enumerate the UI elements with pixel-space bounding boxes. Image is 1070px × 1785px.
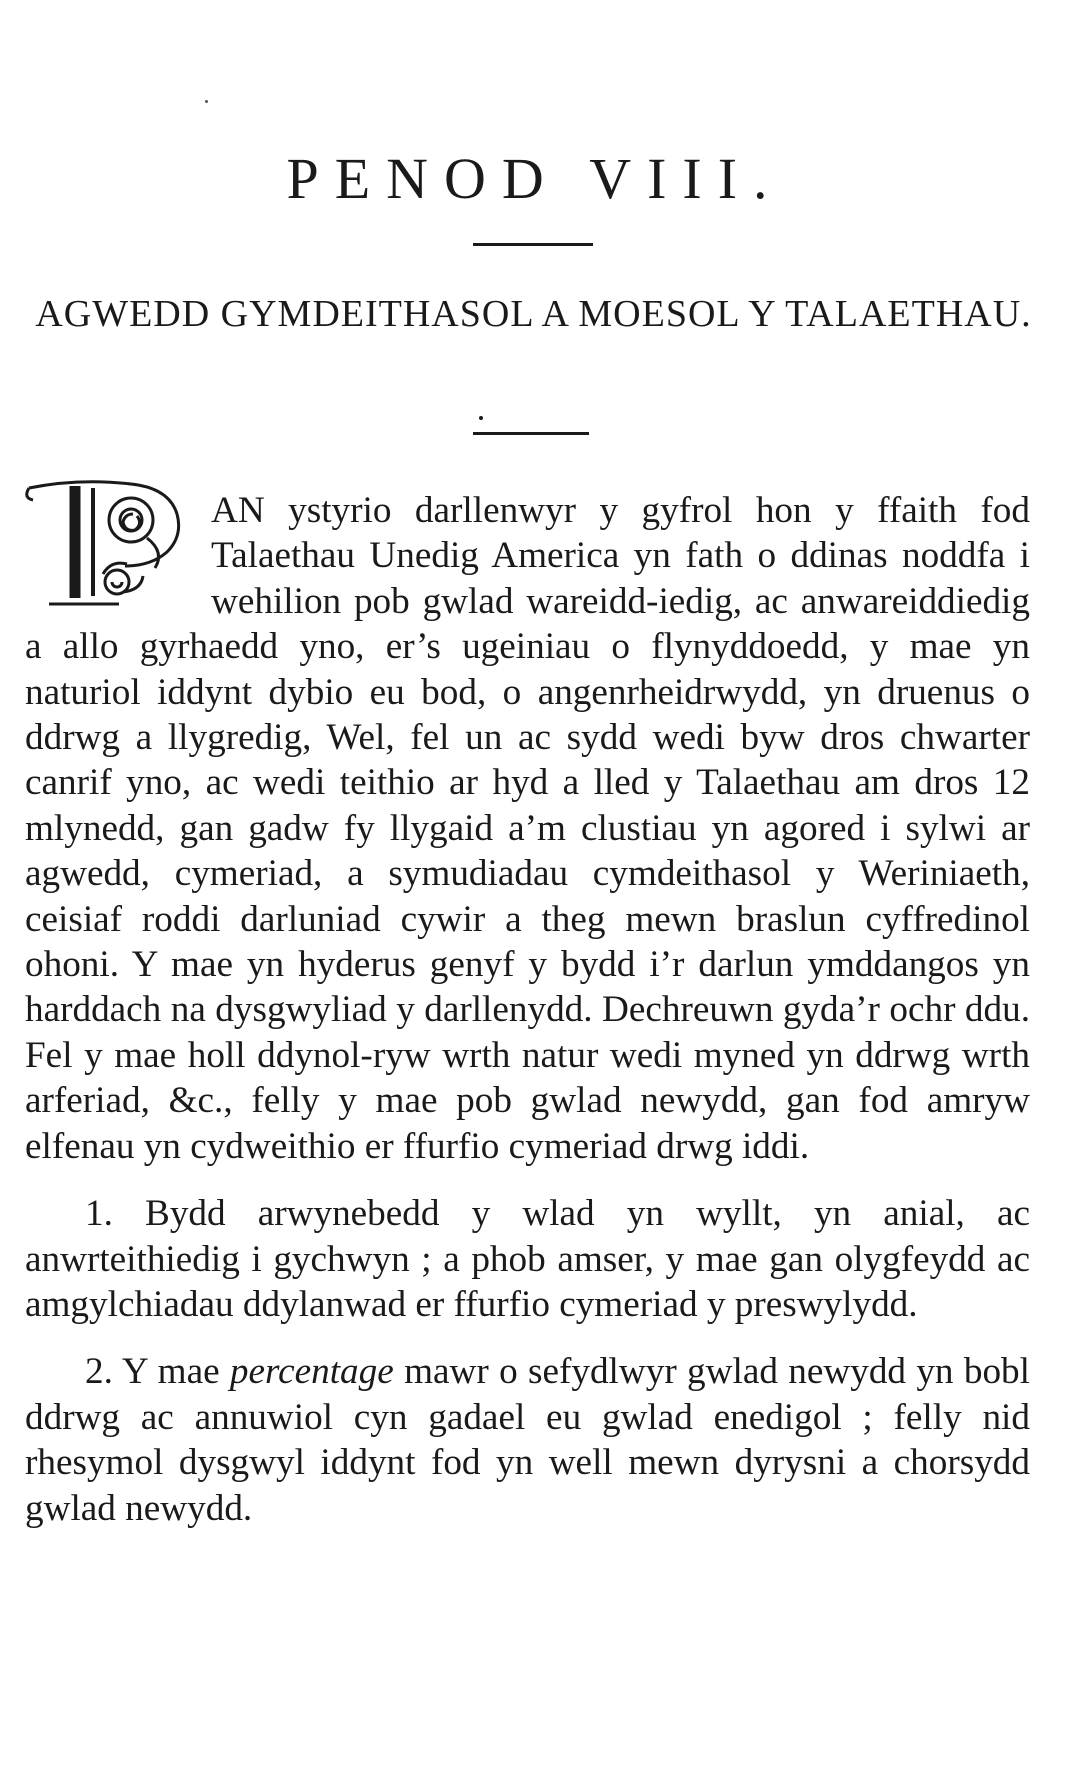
paragraph-intro [25,488,1030,1169]
chapter-body [25,488,1030,1531]
divider-dot [479,416,483,420]
chapter-title: PENOD VIII. [286,146,784,211]
paragraph-point-2 [25,1349,1030,1531]
paragraph-point-1: 1. Bydd arwynebedd y wlad yn wyllt, yn anial, ac anwrteithiedig i gychwyn ; a phob amser, y mae gan olygfeydd ac amgylchiadau ddylanwad er ffurfio cymeriad y preswylydd. [25,1193,1030,1325]
italic-term: percentage [229,1351,394,1393]
divider-rule [473,243,593,246]
paper-speck [205,100,208,103]
paragraph-text: mawr o sefydlwyr gwlad newydd yn bobl ddrwg ac annuwiol cyn gadael eu gwlad enedigol ; felly nid rhesymol dysgwyl iddynt fod yn well mewn dyrysni a chorsydd gwlad newydd. [25,1351,1030,1529]
ornamental-letter-p-icon [19,476,205,612]
section-title: AGWEDD GYMDEITHASOL A MOESOL Y TALAETHAU. [35,293,1032,335]
paragraph-text: 2. Y mae [85,1351,230,1393]
paragraph-text: AN ystyrio darllenwyr y gyfrol hon y ffaith fod Talaethau Unedig America yn fath o ddinas noddfa i wehilion pob gwlad wareidd-iedig, ac anwareiddiedig a allo gyrhaedd yno, er’s ugeiniau o flynyddoedd, y mae yn naturiol iddynt dybio eu bod, o angenrheidrwydd, yn druenus o ddrwg a llygredig, Wel, fel un ac sydd wedi byw dros chwarter canrif yno, ac wedi teithio ar hyd a lled y Talaethau am dros 12 mlynedd, gan gadw fy llygaid a’m clustiau yn agored i sylwi ar agwedd, cymeriad, a symudiadau cymdeithasol y Weriniaeth, ceisiaf roddi darluniad cywir a theg mewn braslun cyffredinol ohoni. Y mae yn hyderus genyf y bydd i’r darlun ymddangos yn harddach na dysgwyliad y darllenydd. Dechreuwn gyda’r ochr ddu. Fel y mae holl ddynol-ryw wrth natur wedi myned yn ddrwg wrth arferiad, &c., felly y mae pob gwlad newydd, gan fod amryw elfenau yn cydweithio er ffurfio cymeriad drwg iddi. [25,490,1030,1167]
divider-rule [473,432,589,435]
